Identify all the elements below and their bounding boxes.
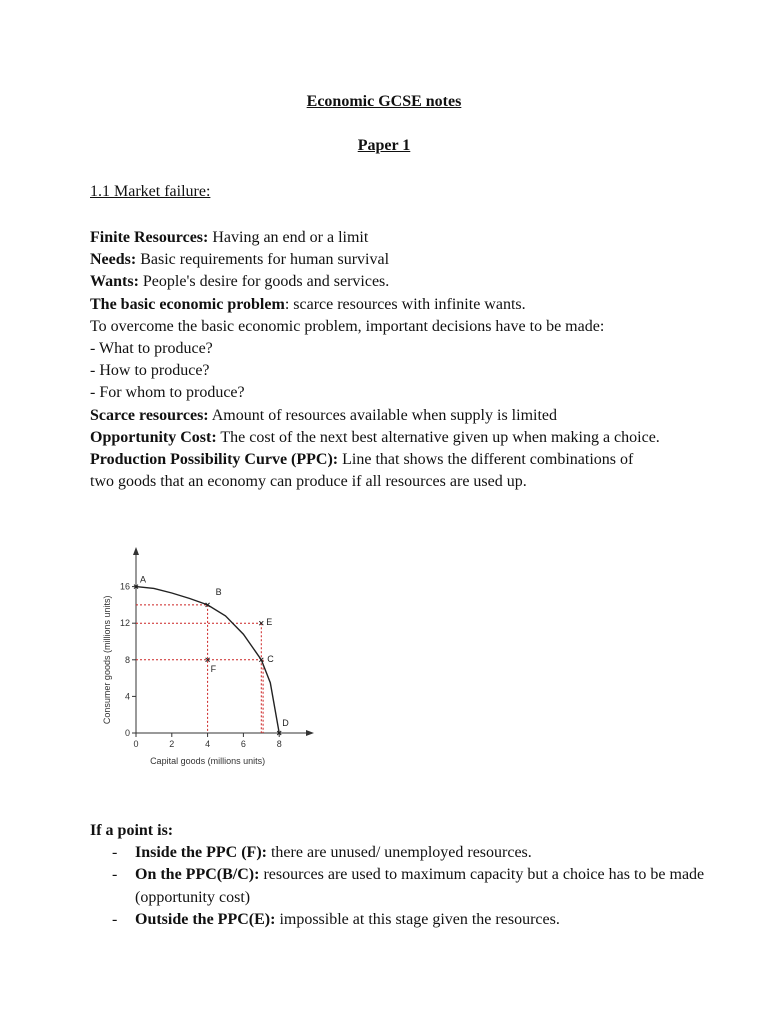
definition-line: Needs: Basic requirements for human survival (90, 251, 390, 269)
definitions-block (90, 227, 690, 493)
x-axis-arrow (306, 730, 314, 736)
y-tick-label: 12 (119, 618, 130, 629)
y-axis-arrow (133, 547, 139, 555)
list-item: - Outside the PPC(E): impossible at this stage given the resources. (112, 910, 560, 928)
definition-line: two goods that an economy can produce if all resources are used up. (90, 473, 527, 491)
definition-line: The basic economic problem: scarce resources with infinite wants. (90, 295, 526, 313)
ppc-chart (96, 540, 336, 780)
point-label: E (266, 617, 273, 628)
definition-line: Scarce resources: Amount of resources available when supply is limited (90, 406, 557, 424)
point-label: F (210, 663, 217, 674)
list-item: - On the PPC(B/C): resources are used to maximum capacity but a choice has to be made (opportunity cost) (112, 866, 705, 906)
y-tick-label: 0 (124, 728, 130, 738)
point-label: D (282, 718, 289, 728)
x-tick-label: 4 (205, 739, 211, 749)
y-tick-label: 4 (124, 691, 130, 702)
x-tick-label: 0 (133, 739, 139, 749)
point-label: C (267, 653, 274, 664)
definition-line: - For whom to produce? (90, 384, 245, 402)
x-axis-label: Capital goods (millions units) (150, 756, 266, 766)
point-label: A (140, 574, 147, 585)
list-item: - Inside the PPC (F): there are unused/ unemployed resources. (112, 844, 532, 862)
definition-line: - How to produce? (90, 362, 210, 380)
definition-line: To overcome the basic economic problem, important decisions have to be made: (90, 317, 605, 335)
point-label: B (215, 586, 222, 597)
definition-line: Finite Resources: Having an end or a limit (90, 229, 369, 246)
definition-line: - What to produce? (90, 340, 213, 358)
definition-line: Opportunity Cost: The cost of the next best alternative given up when making a choice. (90, 428, 660, 446)
y-axis-label: Consumer goods (millions units) (102, 595, 112, 725)
x-tick-label: 6 (240, 739, 246, 749)
section-heading: 1.1 Market failure: (90, 183, 211, 200)
document-title: Economic GCSE notes (306, 93, 462, 110)
point-explanations (90, 820, 710, 931)
chart-plot-area (102, 547, 314, 766)
definition-line: Production Possibility Curve (PPC): Line that shows the different combinations of (90, 451, 634, 469)
definition-line: Wants: People's desire for goods and services. (90, 273, 390, 291)
points-list (90, 842, 710, 931)
y-tick-label: 8 (124, 654, 130, 665)
paper-heading: Paper 1 (357, 137, 411, 154)
if-point-heading: If a point is: (90, 822, 174, 839)
y-tick-label: 16 (119, 581, 130, 592)
x-tick-label: 2 (169, 739, 175, 749)
x-tick-label: 8 (276, 739, 282, 749)
